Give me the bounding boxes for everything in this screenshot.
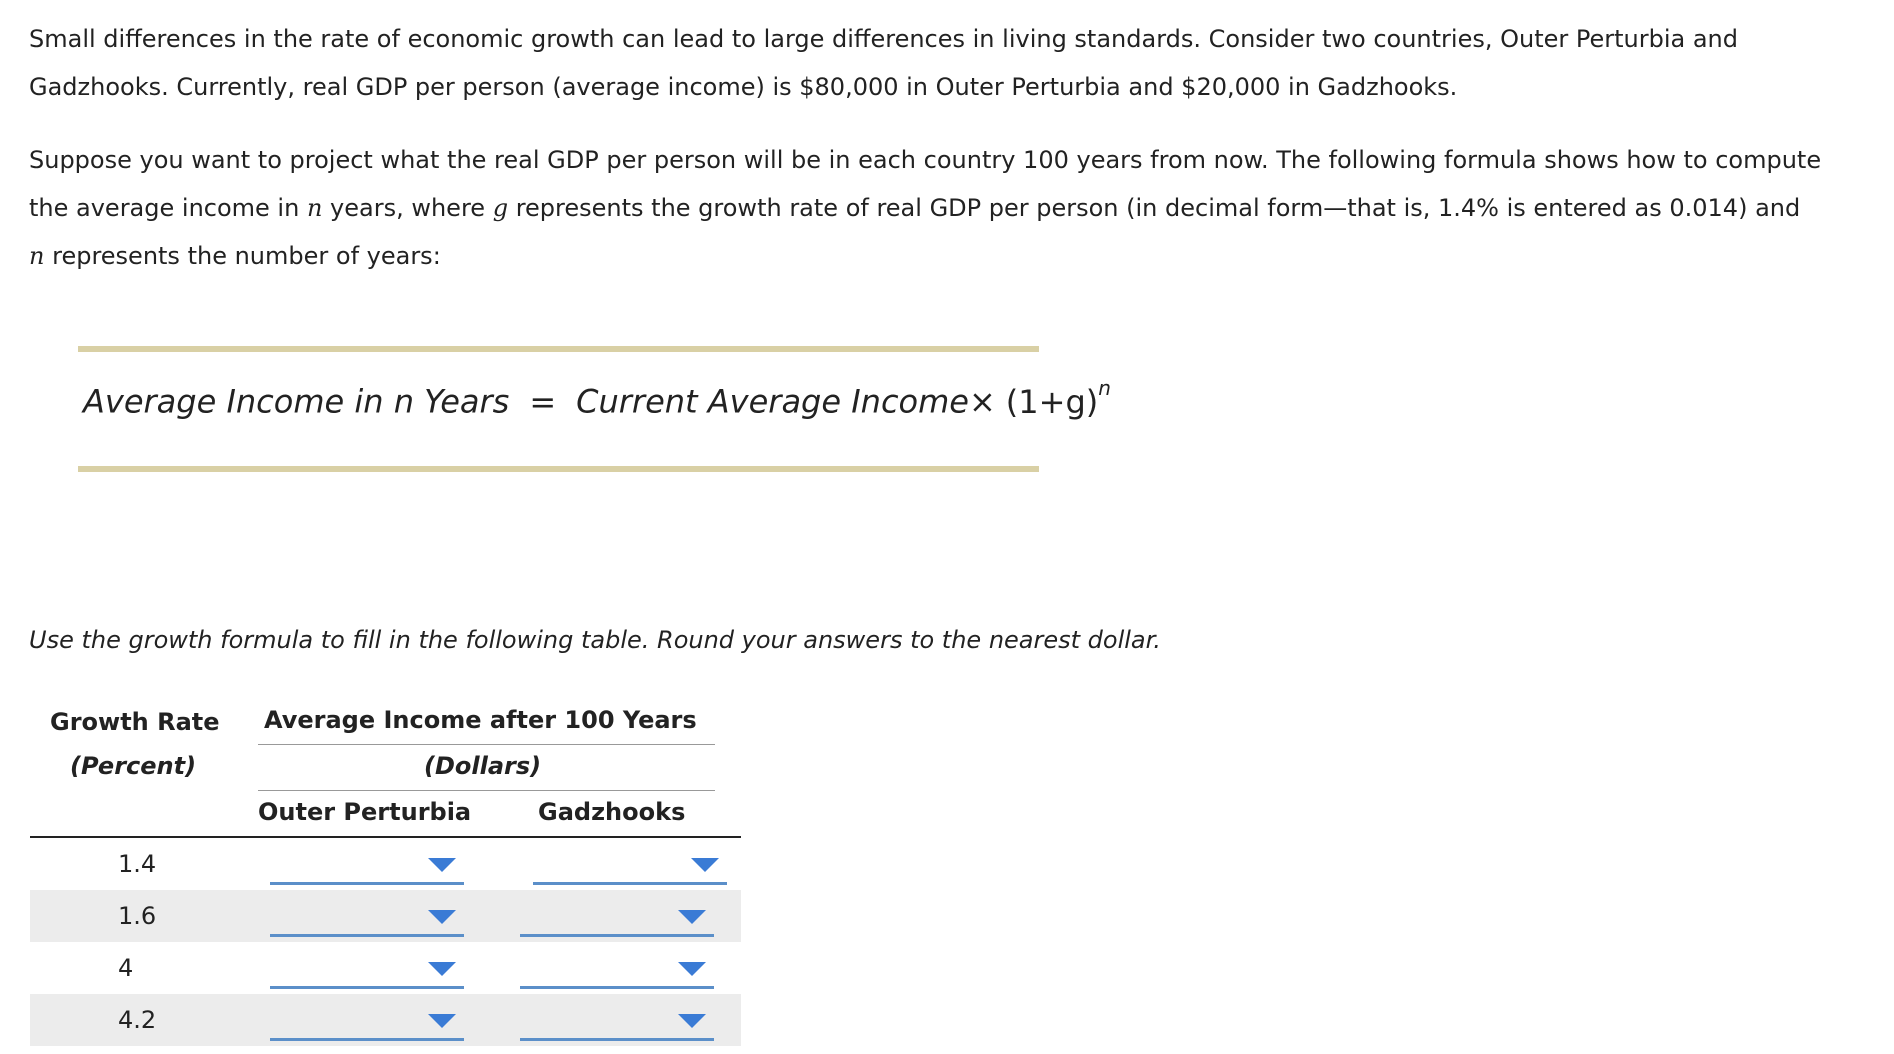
header-divider-2 [258, 790, 715, 791]
avg-income-header: Average Income after 100 Years [264, 706, 697, 734]
percent-subheader: (Percent) [70, 752, 197, 780]
dropdown-arrow-icon [428, 1014, 456, 1028]
outer-perturbia-dropdown[interactable] [270, 1008, 464, 1041]
dropdown-arrow-icon [678, 910, 706, 924]
growth-formula [83, 376, 1111, 421]
gadzhooks-dropdown[interactable] [520, 904, 714, 937]
formula-right: Current Average Income [576, 382, 969, 421]
header-divider-1 [258, 744, 715, 745]
variable-n: n [306, 194, 323, 222]
gadzhooks-dropdown[interactable] [520, 1008, 714, 1041]
growth-rate-cell: 1.6 [118, 902, 157, 930]
growth-rate-cell: 1.4 [118, 850, 157, 878]
dropdown-arrow-icon [428, 962, 456, 976]
variable-g: g [492, 194, 509, 222]
growth-rate-cell: 4 [118, 954, 134, 982]
growth-rate-cell: 4.2 [118, 1006, 157, 1034]
dollars-subheader: (Dollars) [424, 752, 542, 780]
intro-line-2: Gadzhooks. Currently, real GDP per person (average income) is $80,000 in Outer Perturbia and $20,000 in Gadzhooks. [29, 73, 1458, 101]
formula-top-rule [78, 346, 1039, 352]
outer-perturbia-header: Outer Perturbia [258, 798, 472, 826]
intro-line-1: Small differences in the rate of economic growth can lead to large differences in living standards. Consider two countries, Outer Perturbia and [29, 25, 1738, 53]
gadzhooks-header: Gadzhooks [538, 798, 686, 826]
dropdown-arrow-icon [678, 1014, 706, 1028]
instruction-text: Use the growth formula to fill in the following table. Round your answers to the nearest dollar. [29, 626, 1161, 654]
formula-equals: = [529, 382, 557, 421]
line2-part-b: years, where [322, 194, 493, 222]
formula-exponent: n [1098, 376, 1111, 400]
formula-intro-paragraph [29, 136, 1869, 280]
formula-intro-line-2 [29, 184, 1869, 232]
formula-intro-line-1: Suppose you want to project what the real GDP per person will be in each country 100 years from now. The following formula shows how to compute [29, 146, 1822, 174]
outer-perturbia-dropdown[interactable] [270, 904, 464, 937]
growth-rate-header: Growth Rate [50, 708, 220, 736]
line2-part-a: the average income in [29, 194, 307, 222]
variable-n: n [29, 242, 45, 270]
dropdown-arrow-icon [678, 962, 706, 976]
table-row [30, 942, 741, 994]
line2-part-c: represents the growth rate of real GDP per person (in decimal form—that is, 1.4% is entered as 0.014) and [508, 194, 1801, 222]
table-row [30, 838, 741, 890]
formula-paren: (1+g) [1005, 382, 1099, 421]
formula-intro-line-3 [29, 232, 1869, 280]
outer-perturbia-dropdown[interactable] [270, 852, 464, 885]
intro-paragraph [29, 15, 1869, 111]
gadzhooks-dropdown[interactable] [520, 956, 714, 989]
table-row [30, 994, 741, 1046]
formula-left: Average Income in n Years [83, 382, 510, 421]
outer-perturbia-dropdown[interactable] [270, 956, 464, 989]
dropdown-arrow-icon [691, 858, 719, 872]
dropdown-arrow-icon [428, 910, 456, 924]
table-row [30, 890, 741, 942]
line3-part-b: represents the number of years: [44, 242, 441, 270]
gadzhooks-dropdown[interactable] [533, 852, 727, 885]
formula-times: × [968, 382, 996, 421]
dropdown-arrow-icon [428, 858, 456, 872]
formula-bottom-rule [78, 466, 1039, 472]
